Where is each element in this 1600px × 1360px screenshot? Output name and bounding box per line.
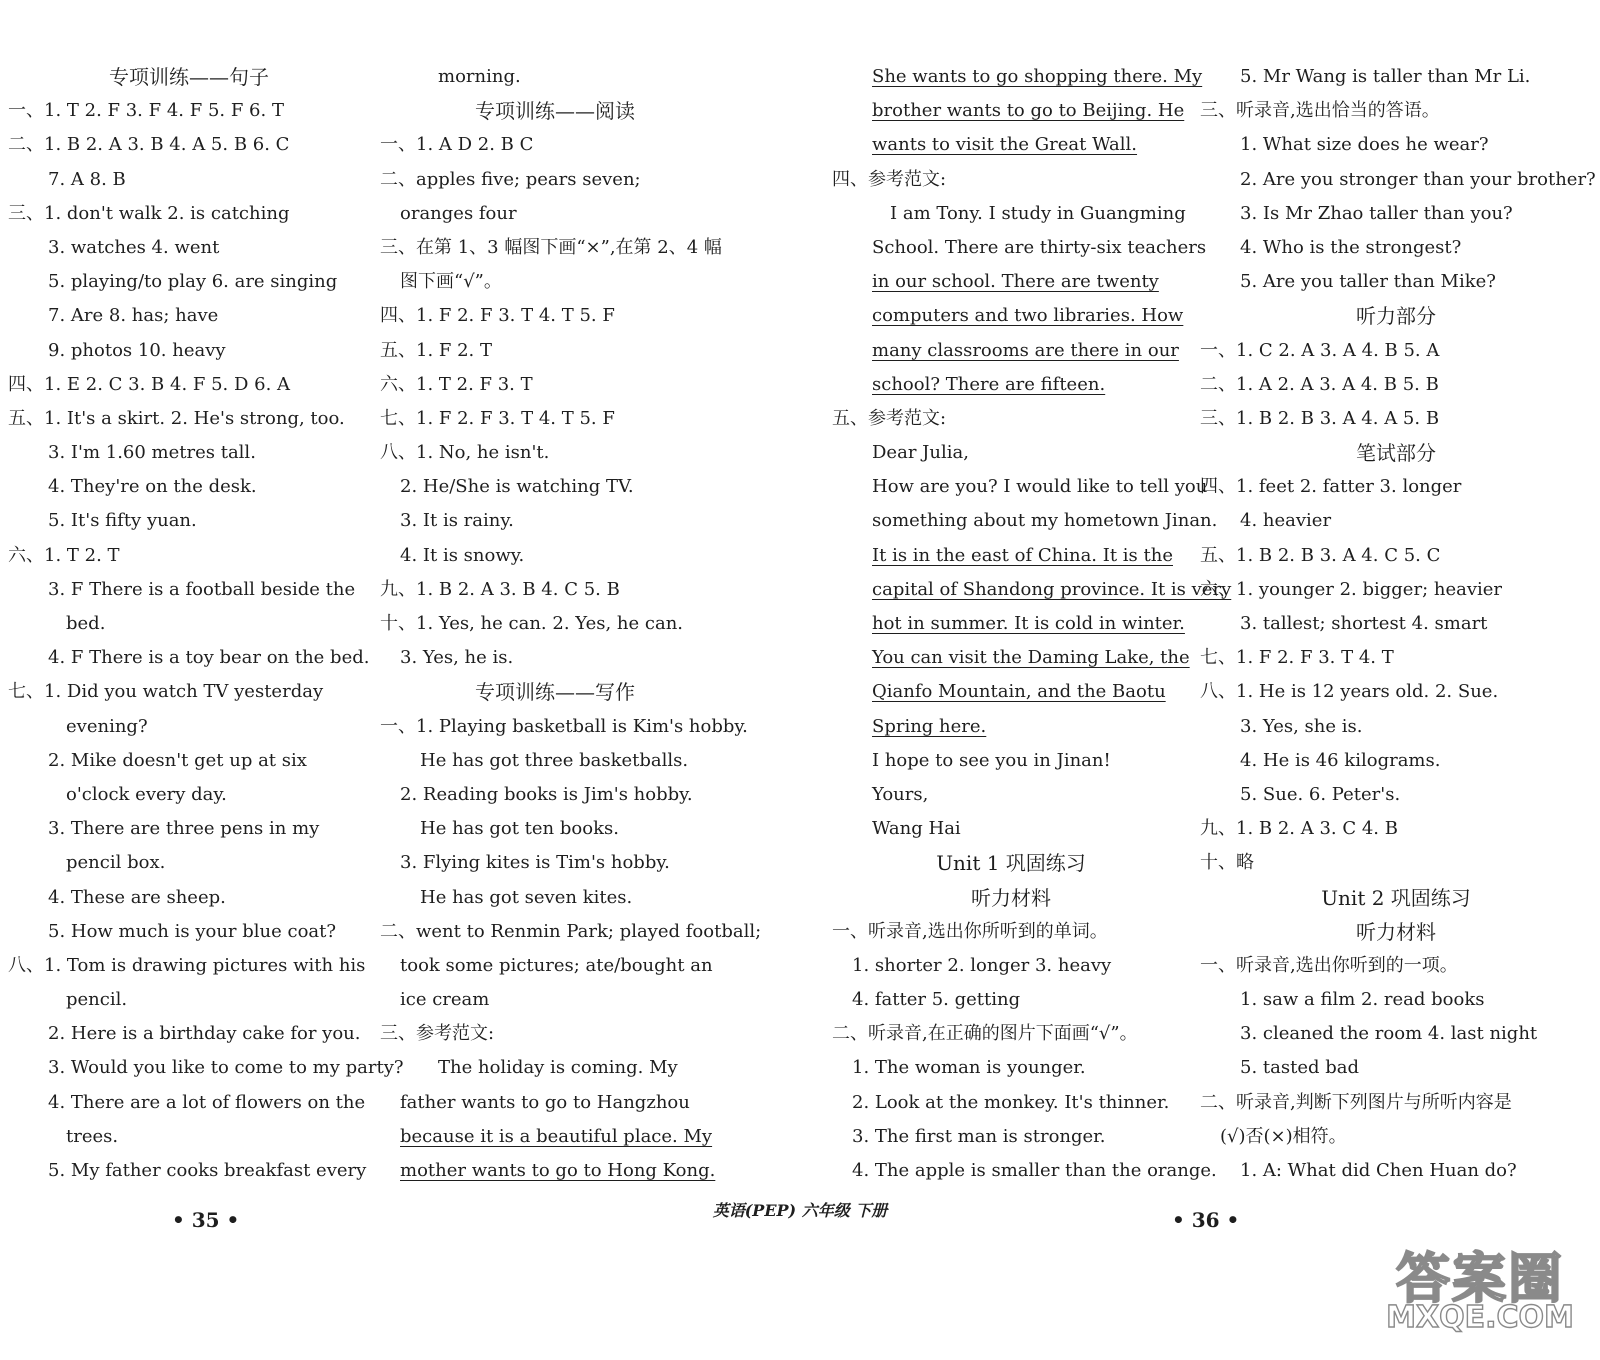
- answer-line: 4. F There is a toy bear on the bed.: [48, 647, 370, 669]
- answer-line: 一、听录音,选出你所听到的单词。: [832, 920, 1108, 942]
- answer-line: 2. Reading books is Jim's hobby.: [400, 783, 693, 805]
- answer-line: How are you? I would like to tell you: [872, 476, 1208, 498]
- answer-line: 4. The apple is smaller than the orange.: [852, 1160, 1217, 1181]
- answer-line: 4. There are a lot of flowers on the: [48, 1091, 366, 1113]
- watermark-text: 答案圈: [1396, 1247, 1564, 1310]
- underlined-text: many classrooms are there in our: [872, 339, 1179, 361]
- underlined-text: wants to visit the Great Wall.: [872, 134, 1138, 156]
- answer-line: 3. The first man is stronger.: [852, 1125, 1106, 1147]
- page-number-right: • 36 •: [1172, 1208, 1240, 1232]
- answer-line: ice cream: [400, 989, 490, 1011]
- section-heading: 笔试部分: [1356, 441, 1436, 466]
- page-number-left: • 35 •: [172, 1208, 240, 1232]
- answer-line: 3. Would you like to come to my party?: [48, 1057, 404, 1079]
- answer-line: He has got three basketballs.: [420, 749, 689, 771]
- answer-line: He has got seven kites.: [420, 886, 633, 908]
- underlined-text: mother wants to go to Hong Kong.: [400, 1160, 716, 1181]
- answer-line: 4. These are sheep.: [48, 886, 226, 908]
- answer-line: 3. cleaned the room 4. last night: [1240, 1023, 1538, 1045]
- answer-line: 5. Are you taller than Mike?: [1240, 271, 1496, 293]
- answer-line: 二、1. A 2. A 3. A 4. B 5. B: [1200, 373, 1439, 395]
- answer-line: father wants to go to Hangzhou: [400, 1091, 690, 1113]
- answer-line: 三、听录音,选出恰当的答语。: [1200, 100, 1440, 122]
- section-heading: 听力部分: [1356, 304, 1436, 329]
- answer-line: 1. saw a film 2. read books: [1240, 989, 1485, 1011]
- answer-line: [832, 675, 1190, 709]
- answer-line: 1. shorter 2. longer 3. heavy: [852, 954, 1112, 976]
- answer-line: 七、1. F 2. F 3. T 4. T: [1200, 647, 1394, 669]
- underlined-text: computers and two libraries. How: [872, 305, 1184, 327]
- answer-line: [380, 1154, 730, 1188]
- answer-line: [832, 368, 1190, 402]
- answer-line: 十、1. Yes, he can. 2. Yes, he can.: [380, 613, 684, 634]
- underlined-text: capital of Shandong province. It is very: [872, 578, 1232, 600]
- answer-line: 3. F There is a football beside the: [48, 578, 356, 600]
- answer-line: Dear Julia,: [872, 442, 969, 464]
- answer-line: School. There are thirty-six teachers: [872, 236, 1207, 258]
- answer-line: bed.: [66, 613, 106, 634]
- answer-line: 1. A: What did Chen Huan do?: [1240, 1160, 1517, 1181]
- section-heading: 专项训练——句子: [109, 65, 269, 89]
- answer-line: 四、参考范文:: [832, 168, 947, 190]
- answer-line: I am Tony. I study in Guangming: [890, 202, 1186, 224]
- underlined-text: school? There are fifteen.: [872, 373, 1106, 395]
- answer-line: 4. It is snowy.: [400, 544, 525, 566]
- answer-line: 四、1. E 2. C 3. B 4. F 5. D 6. A: [8, 373, 291, 395]
- answer-line: 3. It is rainy.: [400, 510, 514, 532]
- answer-line: 一、1. T 2. F 3. F 4. F 5. F 6. T: [8, 100, 284, 122]
- answer-line: 三、1. B 2. B 3. A 4. A 5. B: [1200, 407, 1440, 429]
- answer-line: [832, 710, 1190, 744]
- answer-line: 5. It's fifty yuan.: [48, 510, 197, 532]
- answer-line: 2. Mike doesn't get up at six: [48, 749, 307, 771]
- column-1: [8, 60, 404, 1188]
- answer-line: 一、听录音,选出你听到的一项。: [1200, 954, 1458, 976]
- answer-line: 五、1. F 2. T: [380, 339, 493, 361]
- section-heading: Unit 1 巩固练习: [936, 851, 1086, 876]
- answer-line: 9. photos 10. heavy: [48, 339, 226, 361]
- underlined-text: It is in the east of China. It is the: [872, 544, 1173, 566]
- answer-line: 2. Are you stronger than your brother?: [1240, 168, 1596, 190]
- answer-line: [832, 334, 1190, 368]
- section-heading: 听力材料: [1356, 919, 1436, 944]
- answer-line: 七、1. Did you watch TV yesterday: [8, 681, 324, 703]
- answer-line: (√)否(×)相符。: [1220, 1125, 1347, 1147]
- answer-line: 2. He/She is watching TV.: [400, 476, 634, 498]
- underlined-text: You can visit the Daming Lake, the: [872, 647, 1190, 669]
- answer-line: 八、1. Tom is drawing pictures with his: [8, 954, 366, 976]
- answer-line: something about my hometown Jinan.: [872, 510, 1218, 532]
- underlined-text: hot in summer. It is cold in winter.: [872, 613, 1185, 634]
- answer-line: 五、参考范文:: [832, 407, 947, 429]
- answer-line: 5. playing/to play 6. are singing: [48, 271, 338, 293]
- answer-line: 二、went to Renmin Park; played football;: [380, 920, 762, 942]
- answer-line: 5. My father cooks breakfast every: [48, 1160, 367, 1181]
- answer-line: 六、1. younger 2. bigger; heavier: [1200, 578, 1503, 600]
- answer-line: 五、1. It's a skirt. 2. He's strong, too.: [8, 407, 345, 429]
- answer-line: 图下画“√”。: [400, 271, 502, 293]
- watermark-site: MXQE.COM: [1386, 1300, 1574, 1335]
- answer-line: 一、1. C 2. A 3. A 4. B 5. A: [1200, 339, 1440, 361]
- column-2: [380, 60, 762, 1188]
- answer-line: 4. He is 46 kilograms.: [1240, 749, 1441, 771]
- answer-line: 4. fatter 5. getting: [852, 989, 1021, 1011]
- answer-line: o'clock every day.: [66, 783, 227, 805]
- answer-line: 3. Yes, she is.: [1240, 715, 1363, 737]
- answer-line: took some pictures; ate/bought an: [400, 954, 713, 976]
- answer-line: 二、听录音,在正确的图片下面画“√”。: [832, 1023, 1138, 1045]
- answer-line: [832, 94, 1190, 128]
- answer-line: 4. They're on the desk.: [48, 476, 257, 498]
- answer-line: 5. Sue. 6. Peter's.: [1240, 783, 1401, 805]
- answer-line: 3. watches 4. went: [48, 236, 220, 258]
- answer-line: pencil box.: [66, 852, 166, 874]
- answer-line: [832, 128, 1190, 162]
- answer-line: evening?: [66, 715, 148, 737]
- answer-line: 五、1. B 2. B 3. A 4. C 5. C: [1200, 544, 1441, 566]
- underlined-text: because it is a beautiful place. My: [400, 1125, 713, 1147]
- answer-line: 一、1. A D 2. B C: [380, 134, 534, 156]
- answer-line: 四、1. feet 2. fatter 3. longer: [1200, 476, 1462, 498]
- answer-line: morning.: [438, 66, 521, 87]
- answer-line: 二、听录音,判断下列图片与所听内容是: [1200, 1091, 1512, 1113]
- underlined-text: brother wants to go to Beijing. He: [872, 100, 1185, 122]
- answer-line: 九、1. B 2. A 3. B 4. C 5. B: [380, 578, 620, 600]
- section-heading: Unit 2 巩固练习: [1321, 885, 1471, 910]
- underlined-text: She wants to go shopping there. My: [872, 66, 1203, 87]
- answer-line: 3. Yes, he is.: [400, 647, 514, 669]
- answer-line: 二、apples five; pears seven;: [380, 168, 641, 190]
- answer-line: Wang Hai: [872, 818, 961, 840]
- answer-line: 5. How much is your blue coat?: [48, 920, 337, 942]
- answer-line: 4. heavier: [1240, 510, 1332, 532]
- section-heading: 专项训练——写作: [475, 680, 635, 705]
- answer-line: [832, 60, 1203, 94]
- answer-line: 七、1. F 2. F 3. T 4. T 5. F: [380, 407, 615, 429]
- underlined-text: Spring here.: [872, 715, 987, 737]
- answer-line: 九、1. B 2. A 3. C 4. B: [1200, 818, 1398, 840]
- answer-line: 2. Here is a birthday cake for you.: [48, 1023, 361, 1045]
- answer-line: [832, 299, 1190, 333]
- answer-line: 3. Flying kites is Tim's hobby.: [400, 852, 670, 874]
- answer-line: 三、在第 1、3 幅图下画“×”,在第 2、4 幅: [380, 236, 722, 258]
- answer-line: pencil.: [66, 989, 128, 1011]
- answer-line: 3. tallest; shortest 4. smart: [1240, 613, 1488, 634]
- section-heading: 听力材料: [971, 885, 1051, 910]
- answer-line: 十、略: [1200, 852, 1254, 874]
- answer-line: 二、1. B 2. A 3. B 4. A 5. B 6. C: [8, 134, 290, 156]
- answer-line: [832, 539, 1190, 573]
- answer-line: 7. A 8. B: [48, 168, 126, 190]
- answer-line: 八、1. No, he isn't.: [380, 442, 550, 464]
- answer-line: [832, 265, 1190, 299]
- answer-line: 3. There are three pens in my: [48, 818, 320, 840]
- answer-line: He has got ten books.: [420, 818, 619, 840]
- answer-line: 4. Who is the strongest?: [1240, 236, 1462, 258]
- underlined-text: in our school. There are twenty: [872, 271, 1159, 293]
- watermark-logo: [1380, 1230, 1580, 1340]
- answer-line: 5. tasted bad: [1240, 1057, 1360, 1079]
- answer-line: trees.: [66, 1125, 119, 1147]
- answer-line: [832, 641, 1190, 675]
- answer-line: 六、1. T 2. F 3. T: [380, 373, 533, 395]
- answer-line: 1. What size does he wear?: [1240, 134, 1489, 156]
- answer-line: [832, 573, 1232, 607]
- answer-line: 三、参考范文:: [380, 1023, 495, 1045]
- answer-line: 八、1. He is 12 years old. 2. Sue.: [1200, 681, 1499, 703]
- answer-line: 四、1. F 2. F 3. T 4. T 5. F: [380, 305, 615, 327]
- underlined-text: Qianfo Mountain, and the Baotu: [872, 681, 1166, 703]
- answer-line: [380, 1120, 730, 1154]
- column-4: [1200, 60, 1596, 1188]
- answer-line: The holiday is coming. My: [438, 1057, 678, 1079]
- answer-line: 1. The woman is younger.: [852, 1057, 1086, 1079]
- answer-line: 7. Are 8. has; have: [48, 305, 219, 327]
- answer-line: oranges four: [400, 202, 517, 224]
- answer-line: [832, 607, 1190, 641]
- answer-line: 5. Mr Wang is taller than Mr Li.: [1240, 66, 1531, 87]
- answer-line: 3. I'm 1.60 metres tall.: [48, 442, 256, 464]
- answer-line: I hope to see you in Jinan!: [872, 749, 1111, 771]
- book-footer: 英语(PEP) 六年级 下册: [712, 1201, 888, 1220]
- answer-line: 三、1. don't walk 2. is catching: [8, 202, 290, 224]
- answer-line: 2. Look at the monkey. It's thinner.: [852, 1091, 1170, 1113]
- answer-line: 3. Is Mr Zhao taller than you?: [1240, 202, 1513, 224]
- answer-line: Yours,: [872, 783, 929, 805]
- answer-line: 六、1. T 2. T: [8, 544, 120, 566]
- section-heading: 专项训练——阅读: [475, 99, 635, 124]
- answer-line: 一、1. Playing basketball is Kim's hobby.: [380, 715, 748, 737]
